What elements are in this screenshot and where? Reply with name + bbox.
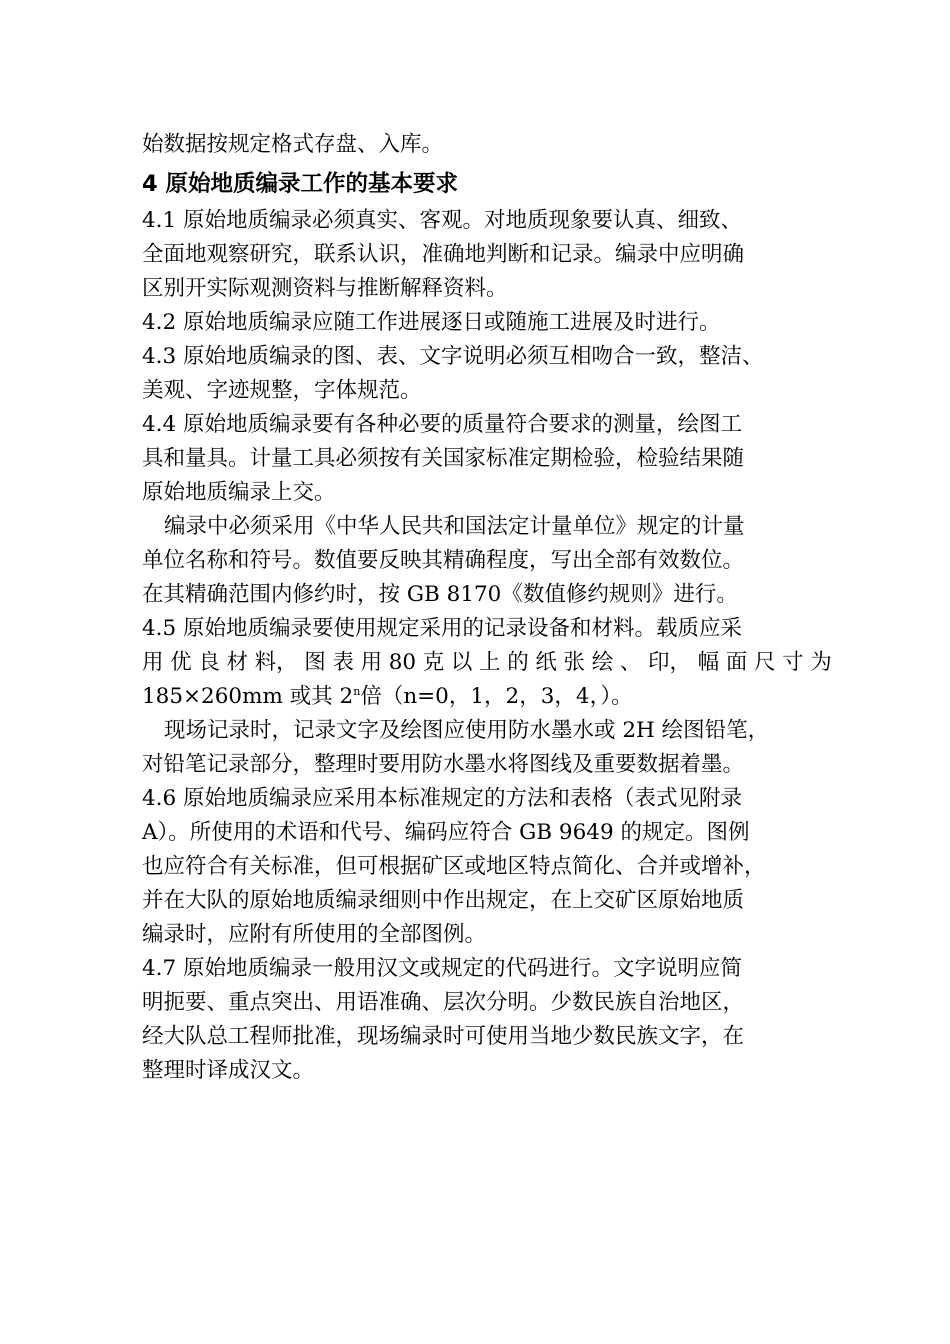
- justified-text-segment: 80: [388, 650, 417, 675]
- justified-text-segment: 绘: [591, 650, 614, 675]
- clause-line: 4.1 原始地质编录必须真实、客观。对地质现象要认真、细致、: [142, 208, 743, 233]
- clause-line: 编录时，应附有所使用的全部图例。: [142, 922, 487, 947]
- clause-line: 具和量具。计量工具必须按有关国家标准定期检验，检验结果随: [142, 446, 745, 471]
- clause-line: 明扼要、重点突出、用语准确、层次分明。少数民族自治地区，: [142, 990, 745, 1015]
- justified-text-segment: 用: [360, 650, 383, 675]
- clause-4-4-paragraph-2: [142, 510, 832, 612]
- clause-line: 4.5 原始地质编录要使用规定采用的记录设备和材料。载质应采: [142, 616, 743, 641]
- paragraph-line: 对铅笔记录部分，整理时要用防水墨水将图线及重要数据着墨。: [142, 752, 745, 777]
- justified-text-segment: 料，: [254, 650, 298, 675]
- clause-4-6: [142, 782, 832, 952]
- justified-text-segment: 的: [507, 650, 529, 675]
- justified-text-segment: 上: [479, 650, 501, 675]
- justified-text-segment: 良: [198, 650, 220, 675]
- clause-line: [142, 680, 832, 714]
- clause-4-1: [142, 204, 832, 306]
- section-heading-4: 4 原始地质编录工作的基本要求: [142, 171, 458, 197]
- justified-text-segment: 尺: [753, 650, 776, 675]
- superscript-exponent: n: [353, 684, 361, 698]
- clause-line: 4.4 原始地质编录要有各种必要的质量符合要求的测量，绘图工: [142, 412, 743, 437]
- clause-line: 也应符合有关标准，但可根据矿区或地区特点简化、合并或增补，: [142, 854, 766, 879]
- document-body: [142, 128, 832, 1088]
- clause-line: 整理时译成汉文。: [142, 1058, 315, 1083]
- justified-text-segment: 纸: [535, 650, 557, 675]
- clause-line: A）。所使用的术语和代号、编码应符合 GB 9649 的规定。图例: [142, 820, 750, 845]
- justified-text-segment: 印，: [648, 650, 692, 675]
- clause-line: 美观、字迹规整，字体规范。: [142, 378, 422, 403]
- paragraph-line: 编录中必须采用《中华人民共和国法定计量单位》规定的计量: [164, 514, 745, 539]
- paragraph-line: 在其精确范围内修约时，按 GB 8170《数值修约规则》进行。: [142, 582, 738, 607]
- clause-line: 原始地质编录上交。: [142, 480, 336, 505]
- justified-text-segment: 表: [332, 650, 354, 675]
- justified-text-segment: 寸: [782, 650, 804, 675]
- clause-4-2: [142, 306, 832, 340]
- justified-text-segment: 以: [450, 650, 473, 675]
- clause-line: 全面地观察研究，联系认识，准确地判断和记录。编录中应明确: [142, 242, 745, 267]
- clause-line: 4.6 原始地质编录应采用本标准规定的方法和表格（表式见附录: [142, 786, 743, 811]
- justified-text-segment: 克: [422, 650, 445, 675]
- clause-line: 经大队总工程师批准，现场编录时可使用当地少数民族文字，在: [142, 1024, 745, 1049]
- clause-4-5-paragraph-2: [142, 714, 832, 782]
- paragraph-line: 现场记录时，记录文字及绘图应使用防水墨水或 2H 绘图铅笔，: [164, 718, 770, 743]
- justified-text-segment: 优: [170, 650, 192, 675]
- clause-line: 4.7 原始地质编录一般用汉文或规定的代码进行。文字说明应简: [142, 956, 743, 981]
- clause-line: 4.3 原始地质编录的图、表、文字说明必须互相吻合一致，整洁、: [142, 344, 764, 369]
- justified-text-segment: 为: [810, 650, 832, 675]
- justified-text-segment: 面: [725, 650, 748, 675]
- clause-line: 区别开实际观测资料与推断解释资料。: [142, 276, 508, 301]
- clause-4-3: [142, 340, 832, 408]
- clause-text: 倍（n=0，1，2，3，4，）。: [360, 684, 633, 709]
- clause-4-4: [142, 408, 832, 510]
- clause-text: 185×260mm 或其 2: [142, 684, 354, 709]
- justified-text-segment: 用: [142, 650, 164, 675]
- clause-line: 4.2 原始地质编录应随工作进展逐日或随施工进展及时进行。: [142, 310, 721, 335]
- justified-text-segment: 材: [226, 650, 248, 675]
- justified-text-segment: 、: [619, 650, 642, 675]
- clause-4-5: [142, 612, 832, 714]
- justified-text-segment: 张: [563, 650, 586, 675]
- clause-line: 并在大队的原始地质编录细则中作出规定，在上交矿区原始地质: [142, 888, 745, 913]
- paragraph-line: 单位名称和符号。数值要反映其精确程度，写出全部有效数位。: [142, 548, 745, 573]
- justified-clause-line: [142, 646, 832, 680]
- justified-text-segment: 图: [304, 650, 326, 675]
- justified-text-segment: 幅: [697, 650, 720, 675]
- clause-4-7: [142, 952, 832, 1088]
- continued-text-line: 始数据按规定格式存盘、入库。: [142, 132, 444, 157]
